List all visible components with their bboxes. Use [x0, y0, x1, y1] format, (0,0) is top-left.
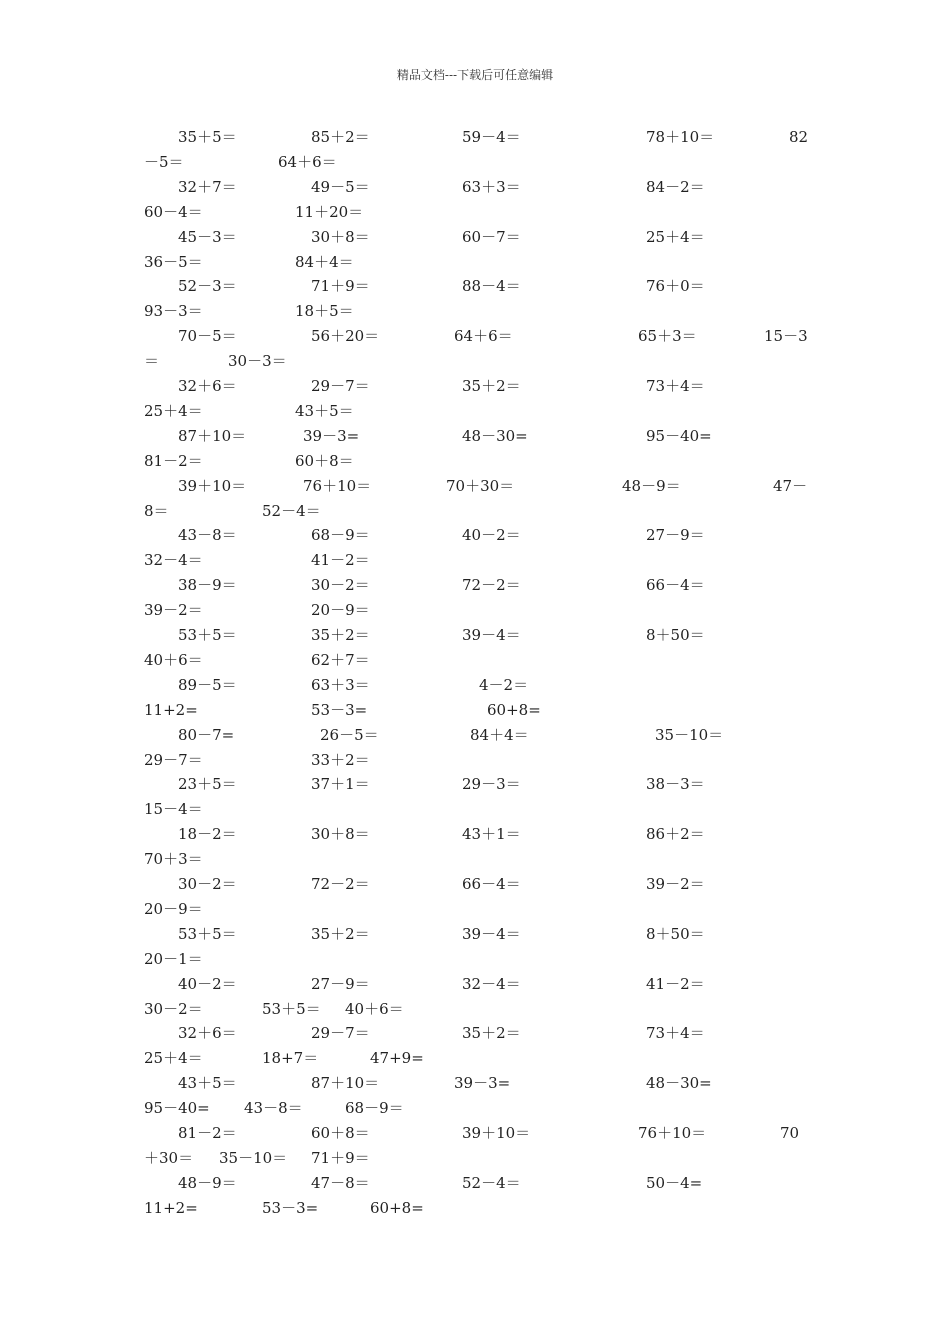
problem-line — [0, 549, 950, 571]
problem-line — [0, 1047, 950, 1069]
problem-line — [0, 873, 950, 895]
problem-line — [0, 724, 950, 746]
math-problem: 40－2＝ — [462, 526, 521, 545]
math-problem: 40－2＝ — [178, 974, 237, 993]
problem-line — [0, 300, 950, 322]
math-problem: 60＋8＝ — [295, 451, 354, 470]
problem-line — [0, 923, 950, 945]
problem-line — [0, 251, 950, 273]
math-problem: 39－3= — [454, 1074, 511, 1093]
math-problem: 70 — [780, 1124, 800, 1142]
math-problem: 64＋6＝ — [454, 327, 513, 346]
math-problem: 25＋4＝ — [144, 401, 203, 420]
math-problem: 11+2= — [144, 700, 198, 719]
problem-line — [0, 674, 950, 696]
math-problem: 11+2= — [144, 1198, 198, 1217]
problem-line — [0, 1072, 950, 1094]
math-problem: 37＋1＝ — [311, 775, 370, 794]
math-problem: 25＋4＝ — [144, 1049, 203, 1068]
math-problem: 39－2＝ — [646, 875, 705, 893]
problem-line — [0, 574, 950, 596]
math-problem: 43＋5＝ — [295, 401, 354, 420]
math-problem: 20－1＝ — [144, 949, 203, 968]
problem-line — [0, 126, 950, 148]
math-problem: 27－9＝ — [646, 526, 705, 545]
math-problem: 18＋5＝ — [295, 302, 354, 321]
problem-line — [0, 275, 950, 297]
math-problem: 43－8＝ — [244, 1099, 303, 1118]
math-problem: 35＋2＝ — [311, 626, 370, 644]
math-problem: 35＋2＝ — [462, 377, 521, 395]
math-problem: 86＋2＝ — [646, 825, 705, 844]
math-problem: 20－9＝ — [144, 899, 203, 918]
problem-line — [0, 649, 950, 671]
math-problem: 76＋0＝ — [646, 277, 705, 296]
problem-line — [0, 1097, 950, 1119]
math-problem: 78＋10＝ — [646, 128, 715, 146]
problem-line — [0, 201, 950, 223]
math-problem: 29－7＝ — [144, 750, 203, 769]
problem-line — [0, 749, 950, 771]
math-problem: 72－2＝ — [311, 875, 370, 893]
math-problem: 53＋5＝ — [262, 999, 321, 1018]
math-problem: 29－7＝ — [311, 377, 370, 395]
math-problem: 49－5＝ — [311, 177, 370, 196]
problem-line — [0, 1197, 950, 1219]
math-problem: 71＋9＝ — [311, 277, 370, 296]
math-problem: 20－9＝ — [311, 601, 370, 620]
math-problem: 43＋5＝ — [178, 1074, 237, 1093]
math-problem: 66－4＝ — [646, 576, 705, 595]
math-problem: 59－4＝ — [462, 128, 521, 146]
problem-line — [0, 500, 950, 522]
math-problem: 52－4＝ — [262, 501, 321, 520]
math-problem: 87＋10＝ — [311, 1074, 380, 1093]
math-problem: 36－5＝ — [144, 252, 203, 271]
math-problem: 81－2＝ — [144, 451, 203, 470]
math-problem: 48－9＝ — [622, 476, 681, 495]
problem-line — [0, 599, 950, 621]
math-problem: 32＋7＝ — [178, 177, 237, 196]
math-problem: 76＋10＝ — [303, 476, 372, 495]
problem-line — [0, 998, 950, 1020]
math-problem: 60＋8＝ — [311, 1124, 370, 1142]
math-problem: 85＋2＝ — [311, 128, 370, 146]
math-problem: 64＋6＝ — [278, 152, 337, 171]
math-problem: 80－7= — [178, 725, 235, 744]
problem-line — [0, 699, 950, 721]
problem-line — [0, 624, 950, 646]
problem-line — [0, 375, 950, 397]
math-problem: 39－3= — [303, 426, 360, 445]
problem-line — [0, 400, 950, 422]
math-problem: 84＋4＝ — [470, 725, 529, 744]
math-problem: 32＋6＝ — [178, 1024, 237, 1043]
math-problem: 84＋4＝ — [295, 252, 354, 271]
math-problem: －5＝ — [144, 152, 184, 171]
math-problem: 52－4＝ — [462, 1173, 521, 1192]
problem-line — [0, 450, 950, 472]
math-problem: 48－30= — [462, 426, 528, 445]
math-problem: 56＋20＝ — [311, 327, 380, 346]
math-problem: 11＋20＝ — [295, 202, 364, 221]
math-problem: 76＋10＝ — [638, 1124, 707, 1142]
math-problem: 41－2＝ — [646, 974, 705, 993]
math-problem: 30＋8＝ — [311, 227, 370, 246]
math-problem: 18－2＝ — [178, 825, 237, 844]
math-problem: 65＋3＝ — [638, 327, 697, 346]
math-problem: 4－2＝ — [479, 675, 529, 694]
problem-line — [0, 524, 950, 546]
math-problem: 40＋6＝ — [144, 650, 203, 669]
math-problem: 35－10＝ — [219, 1148, 288, 1167]
math-problem: 53＋5＝ — [178, 626, 237, 644]
math-problem: 38－9＝ — [178, 576, 237, 595]
math-problem: 45－3＝ — [178, 227, 237, 246]
math-problem: 53－3= — [311, 700, 368, 719]
math-problem: 60+8= — [487, 700, 541, 719]
math-problem: 47+9= — [370, 1049, 424, 1068]
math-problem: 27－9＝ — [311, 974, 370, 993]
math-problem: 35＋2＝ — [311, 924, 370, 943]
page-header: 精品文档---下载后可任意编辑 — [396, 68, 554, 82]
math-problem: 82 — [789, 128, 809, 146]
math-problem: 39＋10＝ — [178, 476, 247, 495]
math-problem: 88－4＝ — [462, 277, 521, 296]
math-problem: 43－8＝ — [178, 526, 237, 545]
math-problem: 39＋10＝ — [462, 1124, 531, 1142]
math-problem: 63＋3＝ — [311, 675, 370, 694]
math-problem: 52－3＝ — [178, 277, 237, 296]
math-problem: 66－4＝ — [462, 875, 521, 893]
math-problem: 30－2＝ — [178, 875, 237, 893]
math-problem: 30－2＝ — [311, 576, 370, 595]
math-problem: 39－4＝ — [462, 924, 521, 943]
problem-line — [0, 848, 950, 870]
math-problem: 95－40= — [144, 1099, 210, 1118]
problem-line — [0, 176, 950, 198]
math-problem: 8＋50＝ — [646, 626, 705, 644]
math-problem: 39－2＝ — [144, 601, 203, 620]
math-problem: 63＋3＝ — [462, 177, 521, 196]
problem-line — [0, 973, 950, 995]
math-problem: 89－5＝ — [178, 675, 237, 694]
problem-line — [0, 425, 950, 447]
math-problem: 8＝ — [144, 501, 169, 520]
math-problem: 8＋50＝ — [646, 924, 705, 943]
math-problem: 35－10＝ — [655, 725, 724, 744]
problem-line — [0, 226, 950, 248]
math-problem: 48－9＝ — [178, 1173, 237, 1192]
math-problem: 71＋9＝ — [311, 1148, 370, 1167]
math-problem: 32－4＝ — [462, 974, 521, 993]
math-problem: 32＋6＝ — [178, 377, 237, 395]
problem-line — [0, 151, 950, 173]
math-problem: 32－4＝ — [144, 551, 203, 570]
math-problem: 29－7＝ — [311, 1024, 370, 1043]
math-problem: ＝ — [144, 352, 160, 371]
math-problem: 73＋4＝ — [646, 1024, 705, 1043]
problem-line — [0, 1147, 950, 1169]
math-problem: 60－7＝ — [462, 227, 521, 246]
math-problem: 62＋7＝ — [311, 650, 370, 669]
math-problem: 87＋10＝ — [178, 426, 247, 445]
math-problem: 50－4= — [646, 1173, 703, 1192]
math-problem: 60－4＝ — [144, 202, 203, 221]
math-problem: 73＋4＝ — [646, 377, 705, 395]
math-problem: 70＋30＝ — [446, 476, 515, 495]
math-problem: 35＋2＝ — [462, 1024, 521, 1043]
problem-line — [0, 1172, 950, 1194]
math-problem: 23＋5＝ — [178, 775, 237, 794]
math-problem: 39－4＝ — [462, 626, 521, 644]
math-problem: 30＋8＝ — [311, 825, 370, 844]
math-problem: 29－3＝ — [462, 775, 521, 794]
math-problem: 47－ — [773, 476, 808, 495]
math-problem: 47－8＝ — [311, 1173, 370, 1192]
math-problem: 68－9＝ — [311, 526, 370, 545]
problem-line — [0, 350, 950, 372]
math-problem: 60+8= — [370, 1198, 424, 1217]
math-problem: 30－3＝ — [228, 352, 287, 371]
math-problem: 26－5＝ — [320, 725, 379, 744]
math-problem: 33＋2＝ — [311, 750, 370, 769]
problem-line — [0, 1022, 950, 1044]
math-problem: 15－4＝ — [144, 800, 203, 819]
math-problem: 72－2＝ — [462, 576, 521, 595]
math-problem: 70－5＝ — [178, 327, 237, 346]
math-problem: 93－3＝ — [144, 302, 203, 321]
math-problem: 15－3 — [764, 327, 808, 346]
problem-line — [0, 798, 950, 820]
math-problem: 53＋5＝ — [178, 924, 237, 943]
math-problem: 38－3＝ — [646, 775, 705, 794]
math-problem: 70＋3＝ — [144, 850, 203, 869]
problem-line — [0, 773, 950, 795]
math-problem: 18+7＝ — [262, 1049, 319, 1068]
math-problem: ＋30＝ — [144, 1148, 194, 1167]
problem-line — [0, 948, 950, 970]
problem-line — [0, 325, 950, 347]
math-problem: 68－9＝ — [345, 1099, 404, 1118]
math-problem: 40＋6＝ — [345, 999, 404, 1018]
math-problem: 41－2＝ — [311, 551, 370, 570]
problem-line — [0, 1122, 950, 1144]
math-problem: 25＋4＝ — [646, 227, 705, 246]
math-problem: 84－2＝ — [646, 177, 705, 196]
math-problem: 95－40= — [646, 426, 712, 445]
math-problem: 35＋5＝ — [178, 128, 237, 146]
math-problem: 81－2＝ — [178, 1124, 237, 1142]
math-problem: 43＋1＝ — [462, 825, 521, 844]
math-problem: 30－2＝ — [144, 999, 203, 1018]
problem-line — [0, 898, 950, 920]
problem-line — [0, 823, 950, 845]
math-problem: 48－30= — [646, 1074, 712, 1093]
problem-line — [0, 475, 950, 497]
math-problem: 53－3= — [262, 1198, 319, 1217]
